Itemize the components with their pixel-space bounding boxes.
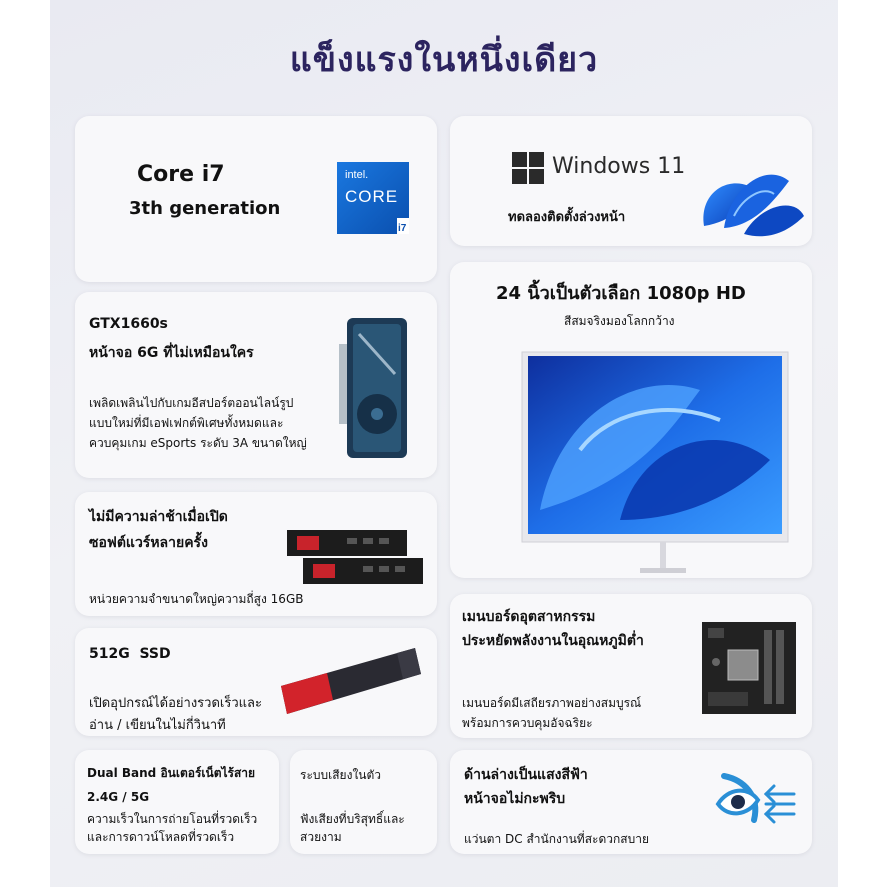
- gpu-card: [75, 292, 437, 478]
- wifi-title: Dual Band อินเตอร์เน็ตไร้สาย: [87, 766, 256, 780]
- os-note: ทดลองติดตั้งล่วงหน้า: [508, 210, 626, 225]
- ssd-desc-line-2: อ่าน / เขียนในไม่กี่วินาที: [89, 718, 226, 733]
- audio-desc-line-1: ฟังเสียงที่บริสุทธิ์และ: [300, 812, 405, 826]
- os-name: Windows 11: [552, 154, 686, 179]
- monitor-image: [520, 350, 790, 578]
- wifi-bands: 2.4G / 5G: [87, 790, 150, 804]
- ram-sticks-image: [287, 528, 423, 588]
- wifi-desc-line-1: ความเร็วในการถ่ายโอนที่รวดเร็ว: [87, 812, 258, 826]
- graphics-card-image: [339, 314, 415, 464]
- cpu-generation: 3th generation: [129, 198, 281, 219]
- gpu-model: GTX1660s: [89, 316, 168, 332]
- motherboard-title-line-1: เมนบอร์ดอุตสาหกรรม: [462, 609, 596, 625]
- audio-card: [290, 750, 437, 854]
- motherboard-image: [702, 622, 796, 714]
- wifi-desc-line-2: และการดาวน์โหลดที่รวดเร็ว: [87, 830, 235, 844]
- eye-desc: แว่นตา DC สำนักงานที่สะดวกสบาย: [464, 832, 649, 846]
- eye-protection-icon: [714, 770, 802, 836]
- ssd-card: [75, 628, 437, 736]
- display-card: [450, 262, 812, 578]
- ram-title-line-2: ซอฟต์แวร์หลายครั้ง: [89, 535, 208, 551]
- gpu-desc-line-1: เพลิดเพลินไปกับเกมอีสปอร์ตออนไลน์รูป: [89, 396, 294, 410]
- intel-line: CORE: [345, 187, 399, 206]
- page-headline: แข็งแรงในหนึ่งเดียว: [289, 40, 599, 80]
- motherboard-title-line-2: ประหยัดพลังงานในอุณหภูมิต่ำ: [462, 633, 644, 649]
- motherboard-desc-line-2: พร้อมการควบคุมอัจฉริยะ: [462, 716, 593, 730]
- cpu-model: Core i7: [137, 162, 225, 187]
- windows-bloom-icon: [694, 156, 806, 246]
- display-title: 24 นิ้วเป็นตัวเลือก 1080p HD: [496, 283, 746, 304]
- audio-desc-line-2: สวยงาม: [300, 830, 342, 844]
- gpu-tagline: หน้าจอ 6G ที่ไม่เหมือนใคร: [89, 345, 254, 361]
- eye-title-line-1: ด้านล่างเป็นแสงสีฟ้า: [464, 767, 588, 783]
- audio-title: ระบบเสียงในตัว: [300, 768, 382, 782]
- intel-brand: intel.: [345, 169, 369, 181]
- ram-desc: หน่วยความจำขนาดใหญ่ความถี่สูง 16GB: [89, 592, 304, 606]
- windows-logo-icon: [512, 152, 544, 184]
- gpu-desc-line-2: แบบใหม่ที่มีเอฟเฟกต์พิเศษทั้งหมดและ: [89, 416, 284, 430]
- motherboard-card: [450, 594, 812, 738]
- eye-title-line-2: หน้าจอไม่กะพริบ: [464, 791, 566, 807]
- motherboard-desc-line-1: เมนบอร์ดมีเสถียรภาพอย่างสมบูรณ์: [462, 696, 642, 710]
- display-subtitle: สีสมจริงมองโลกกว้าง: [564, 314, 675, 328]
- cpu-card: [75, 116, 437, 282]
- intel-tier: i7: [398, 223, 407, 234]
- eye-care-card: [450, 750, 812, 854]
- ssd-title: 512G SSD: [89, 646, 171, 662]
- intel-core-i7-badge: [337, 162, 409, 234]
- ram-title-line-1: ไม่มีความล่าช้าเมื่อเปิด: [89, 509, 228, 525]
- wifi-card: [75, 750, 279, 854]
- ssd-desc-line-1: เปิดอุปกรณ์ได้อย่างรวดเร็วและ: [89, 696, 262, 711]
- os-card: [450, 116, 812, 246]
- promo-page: [50, 0, 838, 887]
- ram-card: [75, 492, 437, 616]
- ssd-image: [279, 644, 429, 718]
- gpu-desc-line-3: ควบคุมเกม eSports ระดับ 3A ขนาดใหญ่: [89, 436, 307, 450]
